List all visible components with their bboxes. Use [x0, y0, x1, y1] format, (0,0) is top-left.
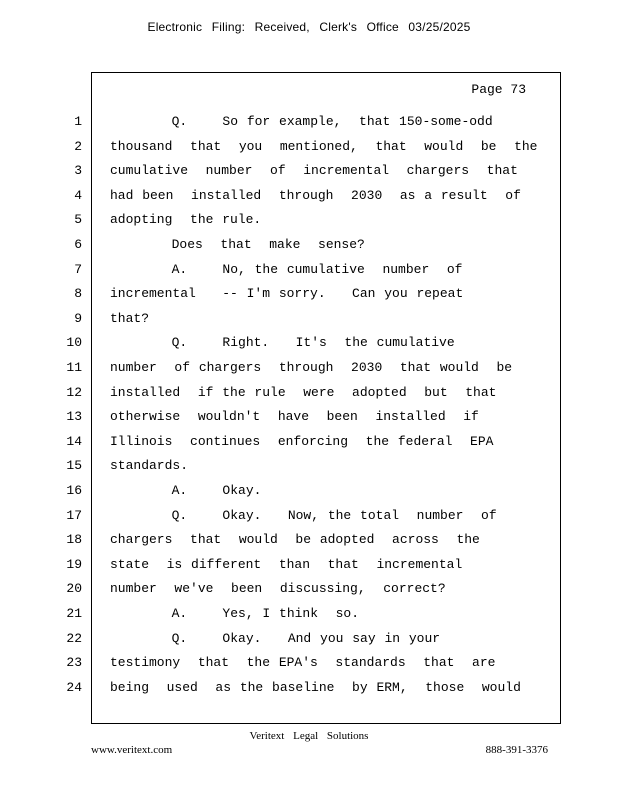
transcript-line: Does that make sense? — [110, 237, 365, 252]
line-number: 9 — [74, 310, 82, 326]
transcript-line: otherwise wouldn't have been installed if — [110, 409, 479, 425]
page-number: Page 73 — [471, 82, 526, 97]
line-number: 8 — [74, 286, 82, 302]
transcript-line: A. Yes, I think so. — [110, 606, 360, 621]
transcript-line: being used as the baseline by ERM, those would — [110, 679, 521, 695]
line-number: 24 — [66, 679, 82, 695]
transcript-line: A. Okay. — [110, 483, 262, 498]
transcript-line: that? — [110, 310, 150, 326]
line-number: 4 — [74, 187, 82, 203]
transcript-line: standards. — [110, 458, 189, 474]
line-number: 3 — [74, 163, 82, 179]
line-number: 17 — [66, 507, 82, 523]
line-number: 10 — [66, 335, 82, 351]
line-number: 21 — [66, 606, 82, 621]
line-number: 20 — [66, 581, 82, 597]
transcript-line: thousand that you mentioned, that would be the — [110, 138, 538, 154]
line-number: 1 — [74, 114, 82, 129]
footer-company: Veritext Legal Solutions — [249, 730, 369, 742]
transcript-line: A. No, the cumulative number of — [110, 261, 463, 277]
line-number: 6 — [74, 237, 82, 252]
line-number: 7 — [74, 261, 82, 277]
line-number: 14 — [66, 433, 82, 449]
line-number: 2 — [74, 138, 82, 154]
line-number: 11 — [66, 360, 82, 375]
transcript-line: Q. So for example, that 150-some-odd — [110, 114, 493, 129]
transcript-line: had been installed through 2030 as a result of — [110, 187, 521, 203]
transcript-line: adopting the rule. — [110, 212, 262, 228]
line-number: 19 — [66, 556, 82, 572]
line-number: 15 — [66, 458, 82, 474]
transcript-line: state is different than that incremental — [110, 556, 463, 572]
transcript-line: Q. Okay. Now, the total number of — [110, 507, 497, 523]
footer-phone: 888-391-3376 — [485, 744, 548, 756]
transcript-line: installed if the rule were adopted but that — [110, 384, 497, 400]
filing-stamp: Electronic Filing: Received, Clerk's Office 03/25/2025 — [147, 20, 471, 34]
line-number: 22 — [66, 630, 82, 646]
line-number: 23 — [66, 655, 82, 671]
transcript-line: Illinois continues enforcing the federal EPA — [110, 433, 494, 449]
transcript-line: Q. Right. It's the cumulative — [110, 335, 455, 351]
transcript-line: chargers that would be adopted across the — [110, 532, 480, 548]
transcript-line: number of chargers through 2030 that would be — [110, 360, 513, 375]
footer-website: www.veritext.com — [91, 744, 173, 756]
line-number: 13 — [66, 409, 82, 425]
line-number: 5 — [74, 212, 82, 228]
transcript-line: Q. Okay. And you say in your — [110, 630, 441, 646]
transcript-line: cumulative number of incremental chargers that — [110, 163, 518, 179]
transcript-line: number we've been discussing, correct? — [110, 581, 446, 597]
transcript-line: testimony that the EPA's standards that are — [110, 655, 496, 671]
transcript-line: incremental -- I'm sorry. Can you repeat — [110, 286, 464, 302]
line-number: 16 — [66, 483, 82, 498]
line-number: 12 — [66, 384, 82, 400]
line-number: 18 — [66, 532, 82, 548]
